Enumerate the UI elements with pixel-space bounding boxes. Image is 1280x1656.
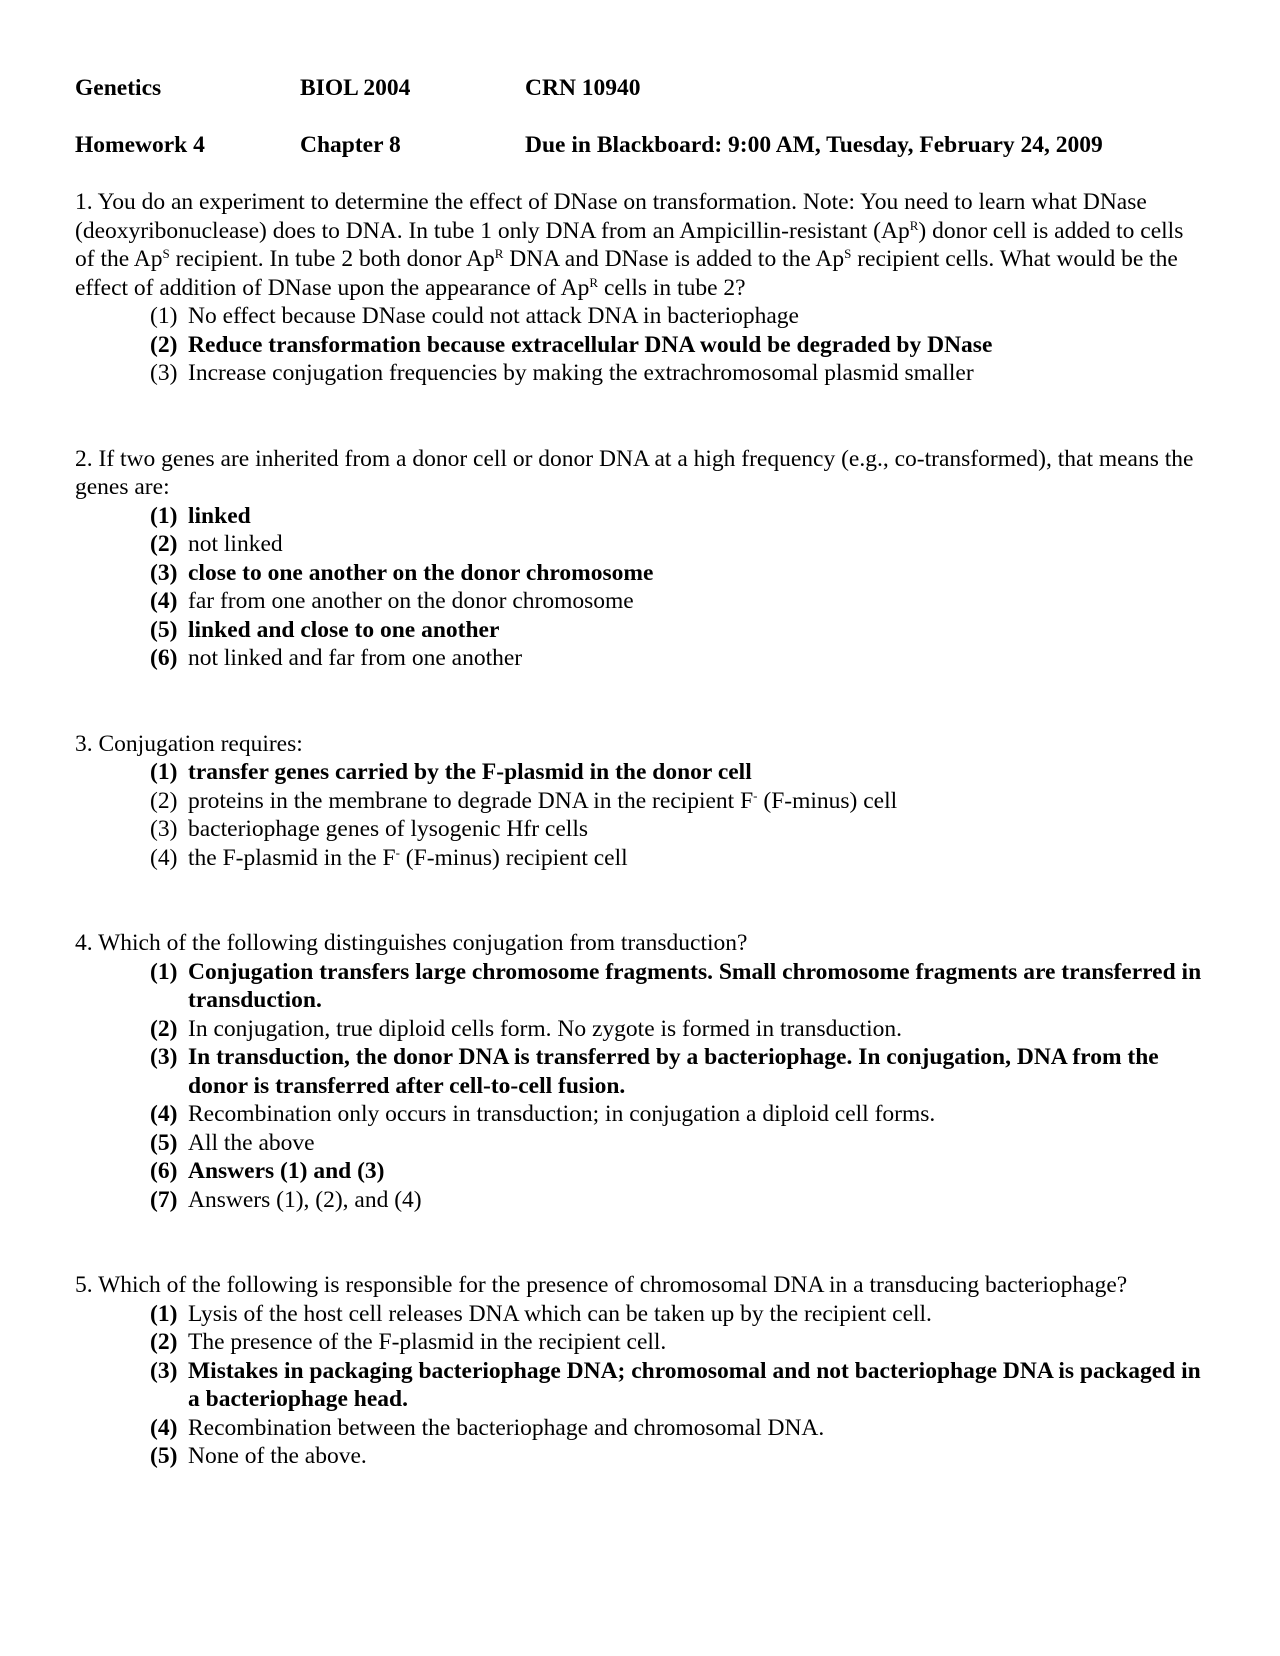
option: (6) Answers (1) and (3) bbox=[150, 1158, 385, 1184]
question-2-stem: 2. If two genes are inherited from a donor cell or donor DNA at a high frequency (e.g., co-transformed), that means the genes are: bbox=[75, 445, 1194, 500]
option: (2) In conjugation, true diploid cells form. No zygote is formed in transduction. bbox=[150, 1015, 902, 1042]
question-2 bbox=[75, 445, 1205, 673]
option: (3) Mistakes in packaging bacteriophage DNA; chromosomal and not bacteriophage DNA is packaged in a bacteriophage head. bbox=[150, 1357, 1201, 1412]
question-1-stem: 1. You do an experiment to determine the effect of DNase on transformation. Note: You need to learn what DNase (deoxyribonuclease) does to DNA. In tube 1 only DNA from an Ampicillin-resistant $(Ap^R)$ donor cell is added to cells of the $Ap^S$ recipient. In tube 2 both donor $Ap^R$ DNA and DNase is added to the $Ap^S$ recipient cells. What would be the effect of addition of DNase upon the appearance of $Ap^R$ cells in tube 2? bbox=[75, 189, 1184, 301]
question-3-stem: 3. Conjugation requires: bbox=[75, 730, 303, 757]
option: (2) Reduce transformation because extracellular DNA would be degraded by DNase bbox=[150, 331, 993, 358]
assignment-title: Homework 4 bbox=[75, 132, 205, 158]
chapter: Chapter 8 bbox=[300, 132, 401, 158]
due-date: Due in Blackboard: 9:00 AM, Tuesday, February 24, 2009 bbox=[525, 132, 1103, 158]
question-5 bbox=[75, 1271, 1205, 1471]
option: (5) All the above bbox=[150, 1129, 315, 1156]
option: (5) linked and close to one another bbox=[150, 616, 500, 643]
option: (1) linked bbox=[150, 502, 251, 529]
crn: CRN 10940 bbox=[525, 75, 641, 101]
option: (7) Answers (1), (2), and (4) bbox=[150, 1186, 422, 1213]
question-1 bbox=[75, 188, 1205, 388]
option: (1) Conjugation transfers large chromosome fragments. Small chromosome fragments are transferred in transduction. bbox=[150, 958, 1202, 1013]
option: (4) Recombination between the bacteriophage and chromosomal DNA. bbox=[150, 1414, 825, 1441]
option: (2) not linked bbox=[150, 531, 283, 557]
option: (2) proteins in the membrane to degrade DNA in the recipient F- (F-minus) cell bbox=[150, 787, 898, 814]
option: (1) Lysis of the host cell releases DNA which can be taken up by the recipient cell. bbox=[150, 1300, 932, 1327]
question-3 bbox=[75, 730, 1205, 873]
option: (3) In transduction, the donor DNA is transferred by a bacteriophage. In conjugation, DNA from the donor is transferred after cell-to-cell fusion. bbox=[150, 1044, 1159, 1099]
question-4 bbox=[75, 929, 1205, 1214]
option: (4) Recombination only occurs in transduction; in conjugation a diploid cell forms. bbox=[150, 1101, 936, 1127]
option: (1) transfer genes carried by the F-plasmid in the donor cell bbox=[150, 759, 752, 785]
option: (4) the F-plasmid in the F- (F-minus) recipient cell bbox=[150, 844, 628, 871]
option: (5) None of the above. bbox=[150, 1443, 367, 1469]
question-5-stem: 5. Which of the following is responsible for the presence of chromosomal DNA in a transducing bacteriophage? bbox=[75, 1272, 1128, 1298]
option: (4) far from one another on the donor chromosome bbox=[150, 588, 634, 614]
option: (3) close to one another on the donor chromosome bbox=[150, 559, 654, 586]
course-name: Genetics bbox=[75, 75, 162, 101]
question-1-options bbox=[75, 302, 1205, 388]
question-2-options bbox=[75, 502, 1205, 673]
header-row-assignment bbox=[75, 131, 1205, 159]
option: (3) Increase conjugation frequencies by making the extrachromosomal plasmid smaller bbox=[150, 360, 974, 386]
header-row-course bbox=[75, 74, 1205, 102]
course-code: BIOL 2004 bbox=[300, 75, 411, 101]
option: (3) bacteriophage genes of lysogenic Hfr cells bbox=[150, 816, 588, 842]
question-5-options bbox=[75, 1300, 1205, 1471]
option: (6) not linked and far from one another bbox=[150, 645, 523, 671]
question-3-options bbox=[75, 758, 1205, 872]
homework-page bbox=[75, 74, 1205, 1471]
option: (2) The presence of the F-plasmid in the recipient cell. bbox=[150, 1329, 667, 1355]
question-4-options bbox=[75, 958, 1205, 1215]
option: (1) No effect because DNase could not attack DNA in bacteriophage bbox=[150, 303, 799, 329]
question-4-stem: 4. Which of the following distinguishes conjugation from transduction? bbox=[75, 930, 748, 956]
